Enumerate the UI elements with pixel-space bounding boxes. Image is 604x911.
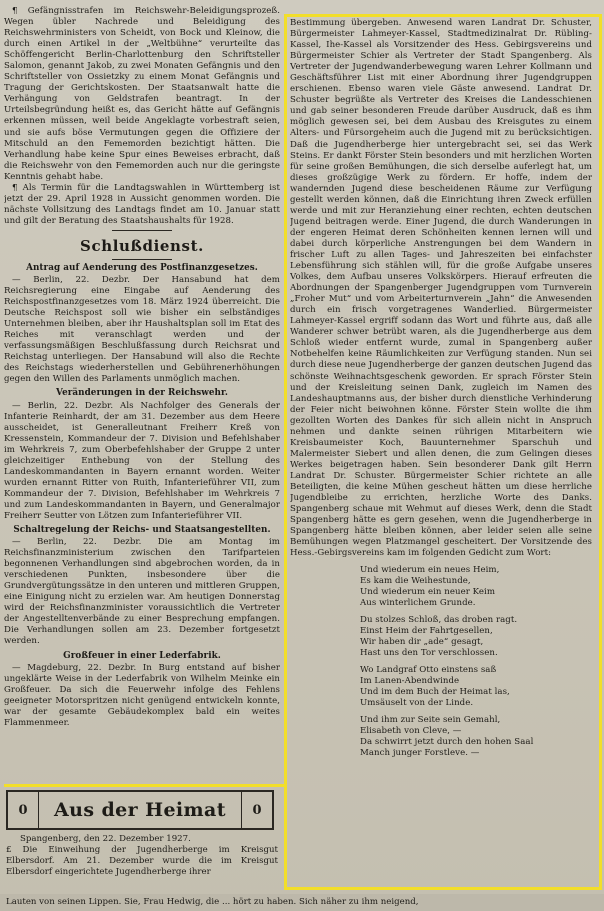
news-item-gefaengnisstrafen: ¶ Gefängnisstrafen im Reichswehr-Beleidigungsprozeß. Wegen übler Nachrede und Beleidigung des Reichswehrministers von Scheidt, von Bock und Kleinow, die durch einen Artikel in der „Weltbühne“ verurteilte das Schöffengericht Berlin-Charlottenburg den Schriftsteller Salomon, genannt Jakob, zu zwei Monaten Gefängnis und den Schriftsteller von Ossietzky zu einem Monat Gefängnis und Tragung der Gerichtskosten. Der Staatsanwalt hatte die Verhängung von Geldstrafen beantragt. In der Urteilsbegründung heißt es, das Gericht hätte auf Gefängnis erkennen müssen, weil beide Angeklagte vorbestraft seien, und sie aufs böse Vermutungen gegen die Offiziere der Mitschuld an den Fememorden bezichtigt hätten. Die Verhandlung habe keine Spur eines Beweises erbracht, daß die Reichswehr von den Fememorden auch nur die geringste Kenntnis gehabt habe. — [4, 6, 280, 182]
article-title-grossfeuer: Großfeuer in einer Lederfabrik. — [63, 650, 221, 661]
article-body-postfinanzgesetz: — Berlin, 22. Dezbr. Der Hansabund hat dem Reichsregierung eine Eingabe auf Aenderung des Reichspostfinanzgesetzes vom 18. März 1924 überreicht. Die Deutsche Reichspost soll wie bisher ein selbständiges Unternehmen bleiben, aber ihr Haushaltsplan soll im Etat des Reiches mit veranschlagt werden und der verfassungsmäßigen Beschlußfassung durch Reichsrat und Reichstag unterliegen. Der Hansabund will also die Rechte des Reichstags wiederherstellen und Gebührenerhöhungen gegen den Willen des Parlaments unmöglich machen. — [4, 274, 280, 385]
article-title-postfinanzgesetz: Antrag auf Aenderung des Postfinanzgesetzes. — [26, 262, 258, 273]
poem-line: Du stolzes Schloß, das droben ragt. — [360, 615, 518, 626]
divider — [112, 259, 172, 260]
poem-line: Manch junger Forstleve. — — [360, 748, 480, 759]
poem-line: Im Lanen-Abendwinde — [360, 676, 460, 687]
banner-right-ornament: 0 — [241, 792, 272, 828]
article-body-staatsangestellte: — Berlin, 22. Dezbr. Die am Montag im Reichsfinanzministerium zwischen den Tarifparteien begonnenen Verhandlungen sind abgebrochen worden, da in verschiedenen Punkten, insbesondere über die Grundvergütungssätze in den unteren und mittleren Gruppen, eine Einigung nicht zu erzielen war. Am heutigen Donnerstag wird der Reichsfinanzminister voraussichtlich die Vertreter der Angestelltenverbände zu einer Besprechung empfangen. Die Verhandlungen sollen am 23. Dezember fortgesetzt werden. — [4, 537, 280, 647]
poem-line: Aus winterlichem Grunde. — [360, 598, 476, 609]
poem-line: Es kam die Weihestunde, — [360, 576, 471, 587]
poem-line: Elisabeth von Cleve, — — [360, 726, 462, 737]
article-body-reichswehr: — Berlin, 22. Dezbr. Als Nachfolger des Generals der Infanterie Reinhardt, der am 31. Dezember aus dem Heere ausscheidet, ist Generalleutnant Freiherr Kreß von Kressenstein, Kommandeur der 7. Division und Befehlshaber im Wehrkreis 7, zum Oberbefehlshaber der Gruppe 2 unter gleichzeitiger Enthebung von der Stellung des Landeskommandanten in Bayern ernannt worden. Weiter wurden ernannt Ritter von Ruith, Infanterieführer VII, zum Kommandeur der 7. Division, Befehlshaber im Wehrkreis 7 und zum Landeskommandanten in Bayern, und Generalmajor Freiherr Seutter von Lötzen zum Infanterieführer VII. — [4, 400, 280, 521]
poem-line: Umsäuselt von der Linde. — [360, 698, 474, 709]
article-body-grossfeuer: — Magdeburg, 22. Dezbr. In Burg entstand auf bisher ungeklärte Weise in der Lederfabrik von Wilhelm Meinke ein Großfeuer. Da sich die Feuerwehr infolge des Fehlens geeigneter Motorspritzen nicht genügend entwickeln konnte, war der gesamte Gebäudekomplex bald ein weites Flammenmeer. — [4, 662, 280, 728]
article-title-staatsangestellte: Schaltregelung der Reichs- und Staatsangestellten. — [13, 525, 271, 536]
poem-line: Und wiederum ein neuer Keim — [360, 587, 496, 598]
highlight-underline — [4, 784, 284, 787]
poem-line: Wo Landgraf Otto einstens saß — [360, 665, 497, 676]
poem-line: Und im dem Buch der Heimat las, — [360, 687, 510, 698]
poem-line: Wir haben dir „ade“ gesagt, — [360, 637, 484, 648]
highlight-frame-right-column — [284, 14, 602, 890]
heimat-section-banner — [6, 790, 274, 830]
banner-left-ornament: 0 — [8, 792, 39, 828]
divider — [112, 230, 172, 231]
banner-title: Aus der Heimat — [54, 799, 226, 821]
article-body-jugendherberge-start: £ Die Einweihung der Jugendherberge im Kreisgut Elbersdorf. Am 21. Dezember wurde die im Kreisgut Elbersdorf eingerichtete Jugendherberge ihrer — [6, 845, 278, 877]
next-page-strip: Lauten von seinen Lippen. Sie, Frau Hedwig, die ... hört zu haben. Sich näher zu ihm neigend, — [0, 894, 604, 911]
dateline: Spangenberg, den 22. Dezember 1927. — [20, 834, 191, 844]
poem-line: Einst Heim der Fahrtgesellen, — [360, 626, 493, 637]
poem-line: Und ihm zur Seite sein Gemahl, — [360, 715, 501, 726]
poem-line: Da schwirrt jetzt durch den hohen Saal — [360, 737, 534, 748]
poem-line: Und wiederum ein neues Heim, — [360, 565, 500, 576]
poem-line: Hast uns den Tor verschlossen. — [360, 648, 498, 659]
left-column — [4, 6, 280, 786]
article-body-jugendherberge-continued: Bestimmung übergeben. Anwesend waren Landrat Dr. Schuster, Bürgermeister Lahmeyer-Kassel, Stadtmedizinalrat Dr. Rübling-Kassel, Ihe-Kassel als Vorsitzender des Hess. Gebirgsvereins und Bürgermeister Schier als Vertreter der Stadt Spangenberg. Als Vertreter der Jugendwanderbewegung waren Lehrer Kollmann und Geschäftsführer List mit einer Abordnung ihrer Jugendgruppen erschienen. Ebenso waren viele Gäste anwesend. Landrat Dr. Schuster begrüßte als Vertreter des Kreises die Landesschienen und gab seiner besonderen Freude darüber Ausdruck, daß es ihm möglich gewesen sei, bei dem Ausbau des Kreisgutes zu einem Alters- und Fürsorgeheim auch die Jugend mit zu berücksichtigen. Daß die Jugendherberge hier untergebracht sei, sei das Werk Steins. Er dankt Förster Stein besonders und mit herzlichen Worten für seine großen Bemühungen, die sich derselbe auferlegt hat, um dieses großzügige Werk zu fördern. Er hoffe, indem der wandernden Jugend diese bescheidenen Räume zur Verfügung gestellt werden können, daß die Einrichtung ihren Zweck erfüllen werde und mit zur Heranziehung einer rechten, echten deutschen Jugend beitragen werde. Einer Jugend, die durch Wanderungen in der engeren Heimat deren Schönheiten kennen lernen will und dabei durch körperliche Anstrengungen bei dem Wandern in frischer Luft zu allen Tages- und Jahreszeiten bei einfachster Lebensführung sich stählen will, für die große Aufgabe unseres Volkes, dem Aufbau unseres Volkskörpers. Hierauf erfreuten die Abordnungen der Spangenberger Jugendgruppen vom Turnverein „Froher Mut“ und vom Arbeiterturnverein „Jahn“ die Anwesenden durch ein frisch vorgetragenes Wanderlied. Bürgermeister Lahmeyer-Kassel ergriff sodann das Wort und führte aus, daß alle Wanderer schwer betrübt waren, als die Jugendherberge aus dem Schloß wieder entfernt wurde, zumal in Spangenberg außer Notbehelfen keine Räumlichkeiten zur Verfügung standen. Nun sei durch diese neue Jugendherberge der ganzen deutschen Jugend das schönste Weihnachtsgeschenk geworden. Er sprach Förster Stein und der Kreisleitung seinen Dank, zugleich im Namen des Landeshauptmanns aus, der bisher durch dienstliche Verhinderung der Feier nicht beiwohnen könne. Förster Stein wollte die ihm gezollten Worten des Dankes für sich allein nicht in Anspruch nehmen und dankte seinen rührigen Mitarbeitern wie Kreisbaumeister Koch, Bauunternehmer Sparschuh und Malermeister Siebert und allen denen, die zum Gelingen dieses Werkes beigetragen haben. Sein besonderer Dank gilt Herrn Landrat Dr. Schuster. Bürgermeister Schier richtete an alle Beteiligten, die keine Mühen gescheut hätten um diese herrliche Jugendbleibe zu errichten, herzliche Worte des Danks. Spangenberg schaue mit Wehmut auf dieses Werk, denn die Stadt Spangenberg hätte es gern gesehen, wenn die Jugendherberge in Spangenberg hätte bleiben können, aber leider seien alle seine Bemühungen wegen Platzmangel gescheitert. Der Vorsitzende des Hess.-Gebirgsvereins kam im folgenden Gedicht zum Wort: — [290, 18, 592, 559]
heimat-article-start — [6, 834, 278, 878]
news-item-landtagswahlen: ¶ Als Termin für die Landtagswahlen in Württemberg ist jetzt der 29. April 1928 in Aussicht genommen worden. Die nächste Vollsitzung des Landtags findet am 10. Januar statt und gilt der Beratung des Staatshaushalts für 1928. — [4, 182, 280, 226]
article-title-reichswehr: Veränderungen in der Reichswehr. — [56, 388, 228, 399]
section-heading-schlussdienst: Schlußdienst. — [80, 236, 204, 255]
